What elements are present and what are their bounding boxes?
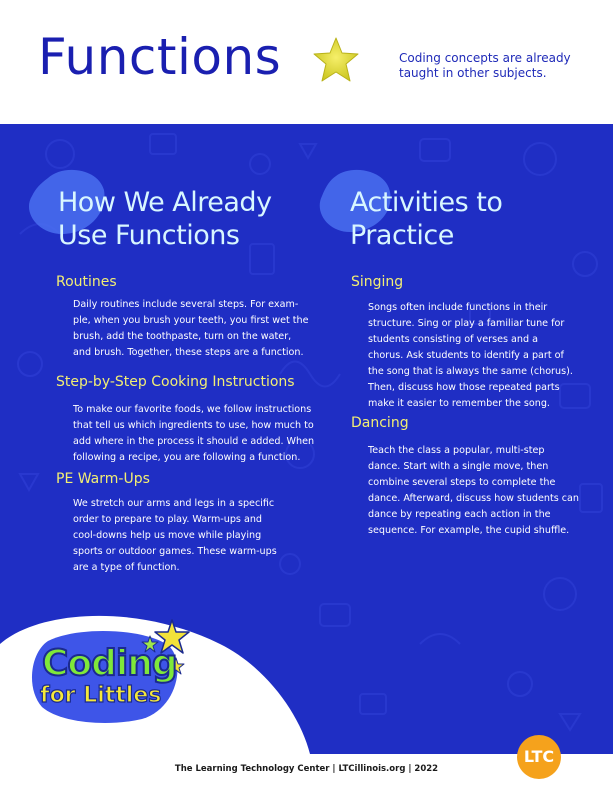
star-icon xyxy=(311,36,361,84)
ltc-badge-text: LTC xyxy=(523,747,555,766)
section-heading-singing: Singing xyxy=(351,274,404,290)
right-column-title xyxy=(350,186,502,252)
header-note: Coding concepts are already taught in other subjects. xyxy=(399,51,571,80)
section-heading-dancing: Dancing xyxy=(351,415,409,431)
text-line: We stretch our arms and legs in a specific xyxy=(73,498,275,509)
text-line: students consisting of verses and a xyxy=(368,334,539,345)
text-line: following a recipe, you are following a function. xyxy=(73,452,301,463)
text-line: sequence. For example, the cupid shuffle. xyxy=(368,525,570,536)
page-title: Functions xyxy=(38,28,282,86)
section-heading-routines: Routines xyxy=(56,274,117,290)
section-body-cooking xyxy=(73,402,318,466)
logo-for-littles: for Littles xyxy=(40,683,162,708)
text-line: dance by repeating each action in the xyxy=(368,509,551,520)
page-header xyxy=(0,0,613,124)
text-line: are a type of function. xyxy=(73,562,180,573)
text-line: sports or outdoor games. These warm-ups xyxy=(73,546,277,557)
section-body-pe-warm-ups xyxy=(73,496,293,576)
right-title-line2: Practice xyxy=(350,220,454,251)
text-line: the song that is always the same (chorus). xyxy=(368,366,573,377)
section-body-dancing xyxy=(368,443,598,539)
left-title-line1: How We Already xyxy=(58,187,272,218)
text-line: brush, add the toothpaste, turn on the water, xyxy=(73,331,292,342)
section-body-routines xyxy=(73,297,313,361)
text-line: Songs often include functions in their xyxy=(368,302,548,313)
text-line: dance. Start with a single move, then xyxy=(368,461,549,472)
text-line: that tell us which ingredients to use, how much to xyxy=(73,420,314,431)
logo-coding: Coding xyxy=(42,643,177,684)
text-line: To make our favorite foods, we follow instructions xyxy=(73,404,312,415)
text-line: combine several steps to complete the xyxy=(368,477,556,488)
section-body-singing xyxy=(368,300,593,412)
text-line: ple, when you brush your teeth, you first wet the xyxy=(73,315,309,326)
text-line: Teach the class a popular, multi-step xyxy=(368,445,545,456)
section-heading-pe-warm-ups: PE Warm-Ups xyxy=(56,471,150,487)
text-line: cool-downs help us move while playing xyxy=(73,530,262,541)
text-line: add where in the process it should e added. When xyxy=(73,436,315,447)
text-line: structure. Sing or play a familiar tune for xyxy=(368,318,565,329)
text-line: and brush. Together, these steps are a function. xyxy=(73,347,304,358)
text-line: Then, discuss how those repeated parts xyxy=(368,382,560,393)
text-line: Daily routines include several steps. For exam- xyxy=(73,299,299,310)
text-line: chorus. Ask students to identify a part of xyxy=(368,350,564,361)
text-line: dance. Afterward, discuss how students can xyxy=(368,493,580,504)
footer-text: The Learning Technology Center | LTCillinois.org | 2022 xyxy=(174,764,439,774)
text-line: order to prepare to play. Warm-ups and xyxy=(73,514,263,525)
left-column-title xyxy=(58,186,272,252)
section-heading-cooking: Step-by-Step Cooking Instructions xyxy=(56,374,295,390)
ltc-logo-badge xyxy=(517,735,561,779)
text-line: make it easier to remember the song. xyxy=(368,398,550,409)
left-title-line2: Use Functions xyxy=(58,220,240,251)
right-title-line1: Activities to xyxy=(350,187,503,218)
